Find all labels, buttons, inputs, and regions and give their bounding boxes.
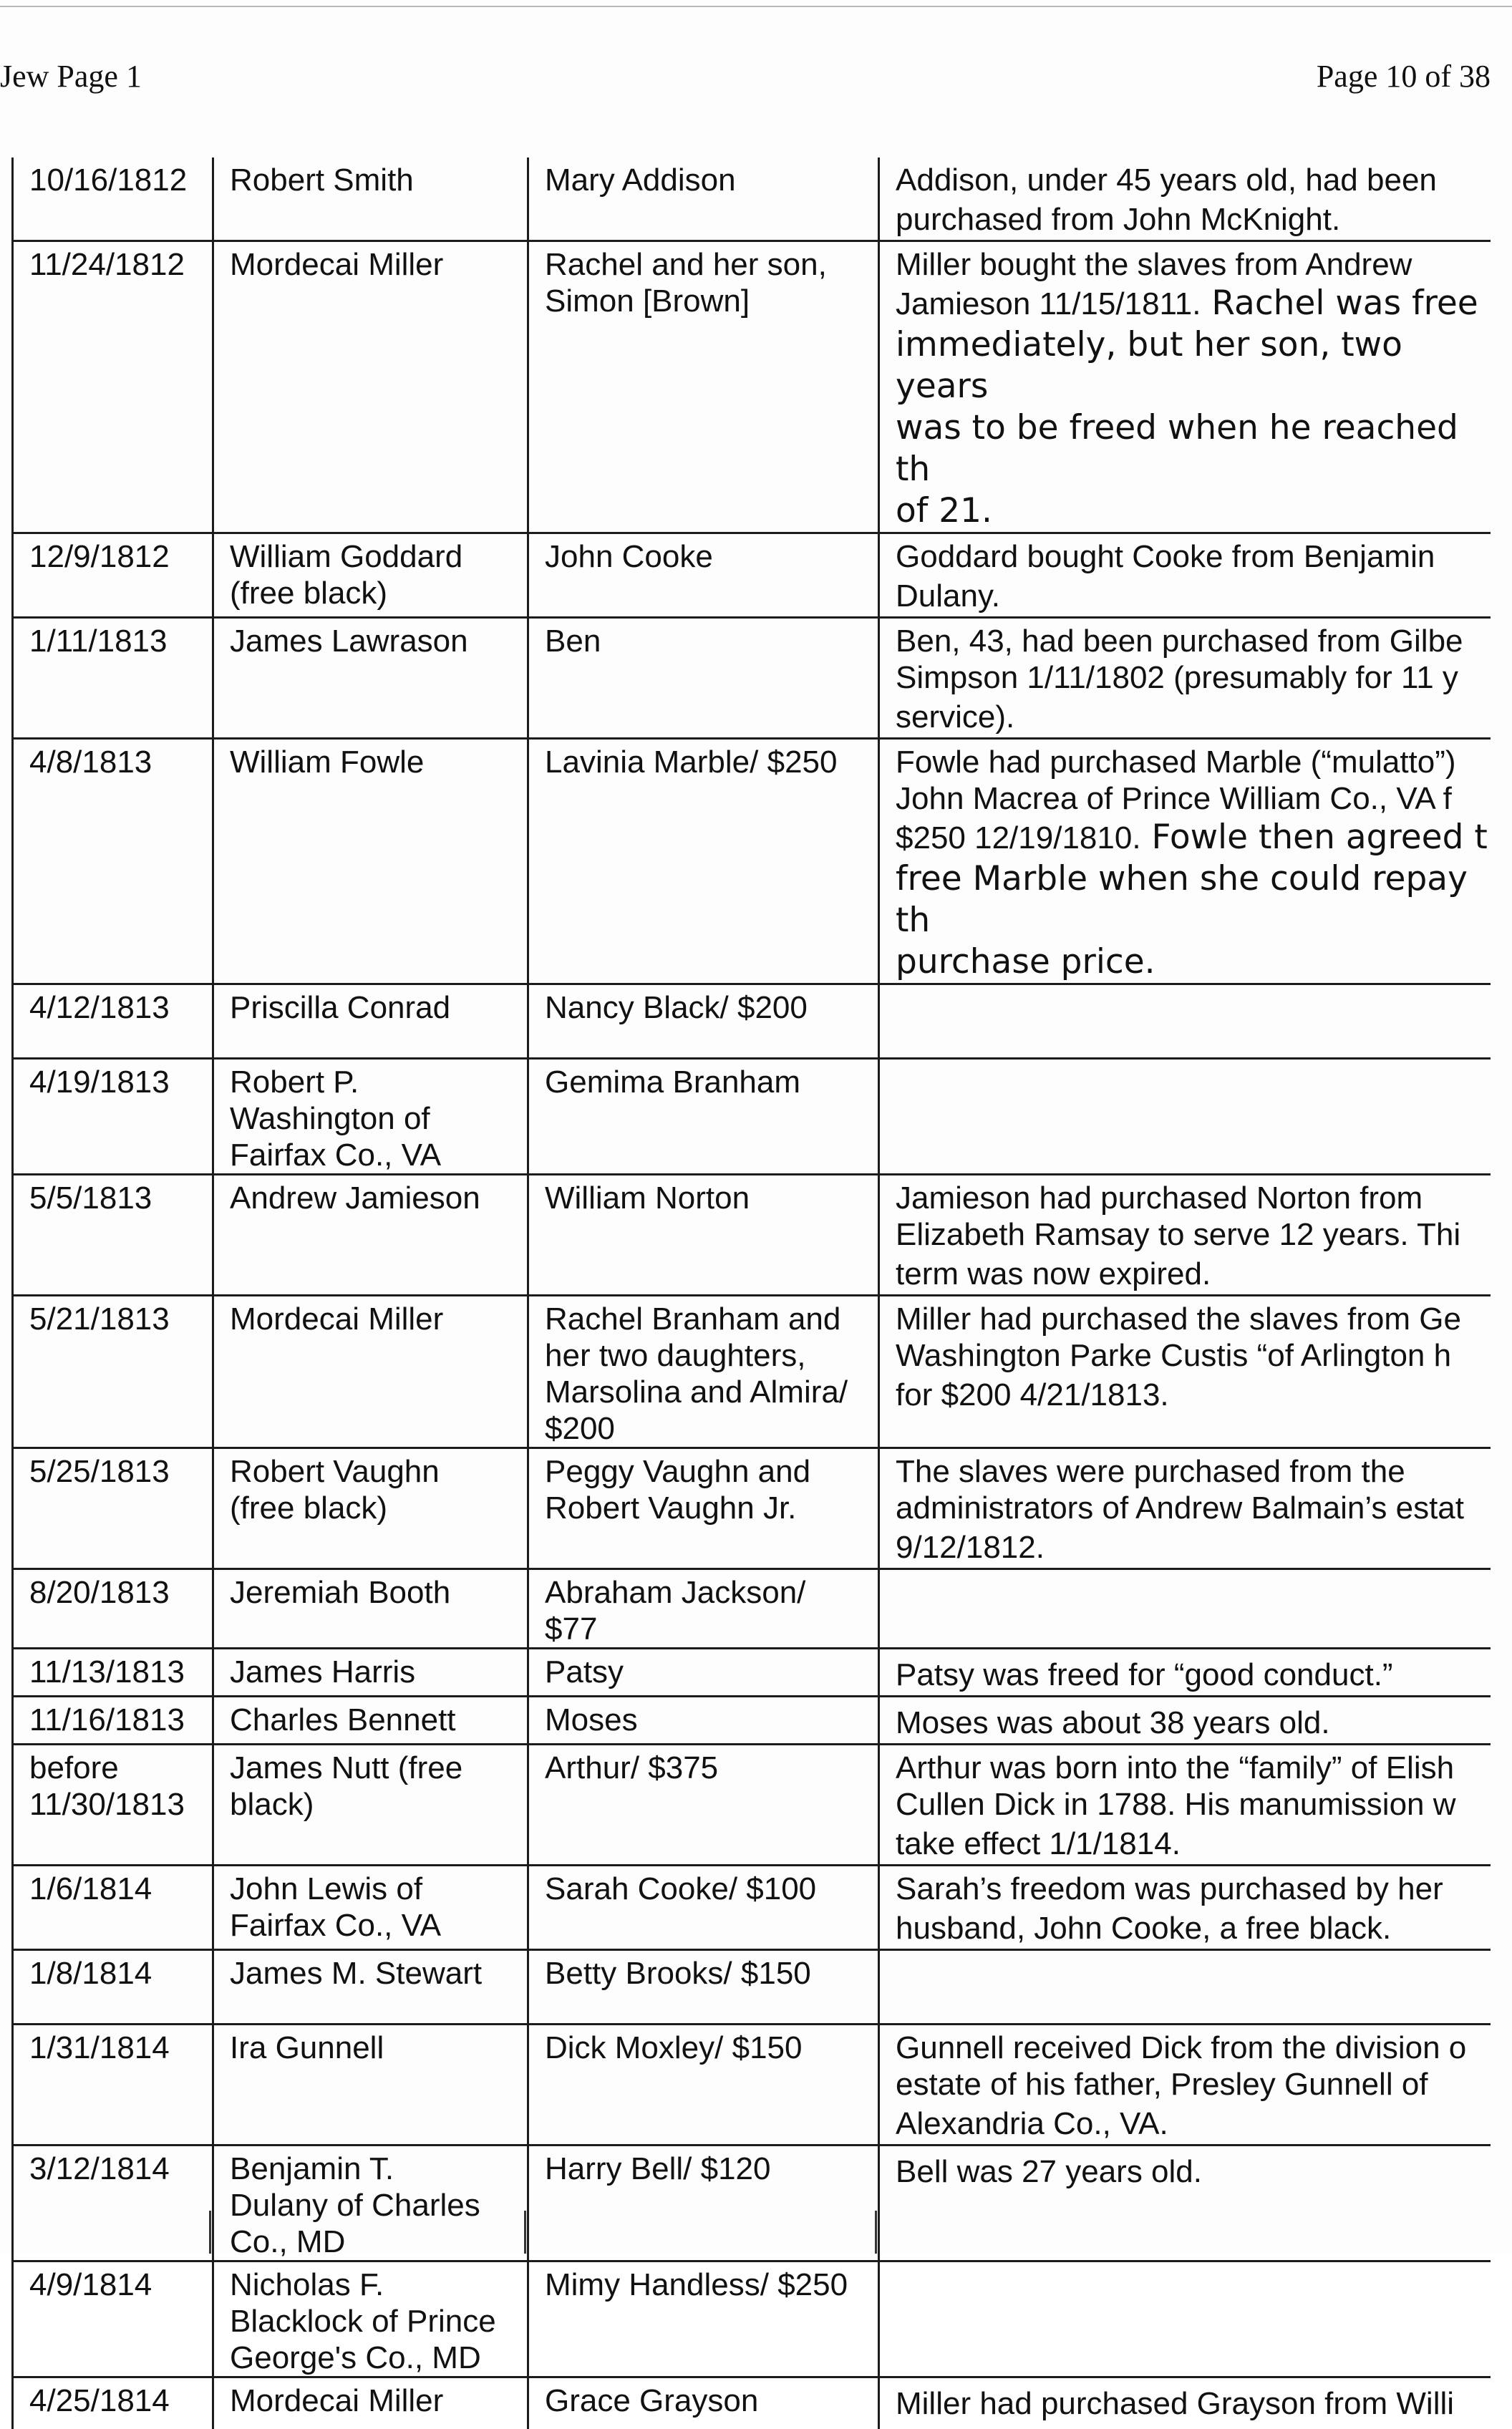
slave-cell: Mary Addison: [528, 157, 879, 241]
owner-cell: Mordecai Miller: [213, 2377, 528, 2429]
owner-cell: William Goddard (free black): [213, 533, 528, 618]
date-cell: 11/13/1813: [13, 1649, 213, 1697]
notes-cell: [879, 984, 1491, 1059]
notes-cell: [879, 1649, 1491, 1697]
owner-cell: Robert P. Washington of Fairfax Co., VA: [213, 1059, 528, 1175]
notes-cell: [879, 618, 1491, 739]
table-row: [13, 1745, 1491, 1866]
owner-cell: Andrew Jamieson: [213, 1175, 528, 1296]
table-row: [13, 2261, 1491, 2377]
notes-text: Patsy was freed for “good conduct.”: [896, 1657, 1393, 1692]
slave-cell: Patsy: [528, 1649, 879, 1697]
table-row: [13, 739, 1491, 984]
date-cell: 3/12/1814: [13, 2146, 213, 2261]
slave-cell: Abraham Jackson/ $77: [528, 1569, 879, 1649]
slave-cell: Arthur/ $375: [528, 1745, 879, 1866]
table-row: [13, 1448, 1491, 1569]
owner-cell: James Lawrason: [213, 618, 528, 739]
owner-cell: Benjamin T. Dulany of Charles Co., MD: [213, 2146, 528, 2261]
column-rule: [209, 2211, 211, 2254]
owner-cell: Ira Gunnell: [213, 2025, 528, 2146]
notes-cell: [879, 2377, 1491, 2429]
slave-cell: Rachel and her son, Simon [Brown]: [528, 241, 879, 533]
owner-cell: James M. Stewart: [213, 1950, 528, 2025]
slave-cell: John Cooke: [528, 533, 879, 618]
date-cell: 4/9/1814: [13, 2261, 213, 2377]
date-cell: 5/5/1813: [13, 1175, 213, 1296]
owner-cell: Mordecai Miller: [213, 1296, 528, 1448]
table-row: [13, 1950, 1491, 2025]
owner-cell: Robert Vaughn (free black): [213, 1448, 528, 1569]
date-cell: 4/8/1813: [13, 739, 213, 984]
owner-cell: Robert Smith: [213, 157, 528, 241]
notes-text: Moses was about 38 years old.: [896, 1705, 1330, 1740]
notes-cell: [879, 1448, 1491, 1569]
date-cell: 11/24/1812: [13, 241, 213, 533]
slave-cell: Sarah Cooke/ $100: [528, 1866, 879, 1950]
date-cell: 4/25/1814: [13, 2377, 213, 2429]
table-body: [13, 157, 1491, 2429]
table-row: [13, 2146, 1491, 2261]
notes-cell: [879, 1059, 1491, 1175]
notes-cell: [879, 2146, 1491, 2261]
page-title: Jew Page 1: [0, 59, 142, 94]
notes-text: Ben, 43, had been purchased from Gilbe Simpson 1/11/1802 (presumably for 11 y service).: [896, 624, 1463, 734]
date-cell: before 11/30/1813: [13, 1745, 213, 1866]
owner-cell: Nicholas F. Blacklock of Prince George's Co., MD: [213, 2261, 528, 2377]
notes-text-continued: Fowle then agreed t free Marble when she could repay th purchase price.: [896, 818, 1488, 981]
table-row: [13, 2377, 1491, 2429]
slave-cell: Peggy Vaughn and Robert Vaughn Jr.: [528, 1448, 879, 1569]
slave-cell: Harry Bell/ $120: [528, 2146, 879, 2261]
notes-text: Miller bought the slaves from Andrew Jamieson 11/15/1811.: [896, 247, 1412, 321]
slave-cell: Grace Grayson: [528, 2377, 879, 2429]
date-cell: 8/20/1813: [13, 1569, 213, 1649]
date-cell: 4/12/1813: [13, 984, 213, 1059]
slave-cell: Moses: [528, 1697, 879, 1745]
notes-cell: [879, 157, 1491, 241]
table-row: [13, 1649, 1491, 1697]
owner-cell: Charles Bennett: [213, 1697, 528, 1745]
notes-text: Jamieson had purchased Norton from Elizabeth Ramsay to serve 12 years. Thi term was now expired.: [896, 1180, 1461, 1291]
table-row: [13, 1296, 1491, 1448]
date-cell: 10/16/1812: [13, 157, 213, 241]
page-number: Page 10 of 38: [1316, 59, 1491, 94]
table-row: [13, 241, 1491, 533]
slave-cell: Rachel Branham and her two daughters, Marsolina and Almira/ $200: [528, 1296, 879, 1448]
column-rule: [524, 2211, 526, 2254]
notes-cell: [879, 2261, 1491, 2377]
table-row: [13, 984, 1491, 1059]
notes-cell: [879, 1745, 1491, 1866]
notes-cell: [879, 1866, 1491, 1950]
notes-text: Bell was 27 years old.: [896, 2154, 1202, 2189]
slave-cell: William Norton: [528, 1175, 879, 1296]
top-rule: [0, 6, 1512, 7]
notes-text-continued: Rachel was free immediately, but her son, two years was to be freed when he reached th of 21.: [896, 283, 1478, 530]
date-cell: 5/21/1813: [13, 1296, 213, 1448]
manumission-table: [11, 157, 1491, 2429]
table-row: [13, 533, 1491, 618]
notes-cell: [879, 1175, 1491, 1296]
notes-text: Miller had purchased Grayson from Willi: [896, 2386, 1455, 2421]
notes-text: Fowle had purchased Marble (“mulatto”) John Macrea of Prince William Co., VA f $250 12/19/1810.: [896, 745, 1456, 855]
notes-text: Sarah’s freedom was purchased by her husband, John Cooke, a free black.: [896, 1871, 1443, 1946]
notes-cell: [879, 1296, 1491, 1448]
notes-cell: [879, 533, 1491, 618]
date-cell: 11/16/1813: [13, 1697, 213, 1745]
date-cell: 4/19/1813: [13, 1059, 213, 1175]
slave-cell: Ben: [528, 618, 879, 739]
owner-cell: Jeremiah Booth: [213, 1569, 528, 1649]
notes-cell: [879, 2025, 1491, 2146]
notes-text: The slaves were purchased from the administrators of Andrew Balmain’s estat 9/12/1812.: [896, 1454, 1464, 1565]
owner-cell: John Lewis of Fairfax Co., VA: [213, 1866, 528, 1950]
column-rule: [875, 2211, 877, 2254]
table-row: [13, 1175, 1491, 1296]
table-row: [13, 1059, 1491, 1175]
owner-cell: James Nutt (free black): [213, 1745, 528, 1866]
table-row: [13, 2025, 1491, 2146]
notes-text: Addison, under 45 years old, had been purchased from John McKnight.: [896, 163, 1437, 237]
table-row: [13, 618, 1491, 739]
notes-cell: [879, 1950, 1491, 2025]
date-cell: 1/6/1814: [13, 1866, 213, 1950]
date-cell: 5/25/1813: [13, 1448, 213, 1569]
notes-cell: [879, 1569, 1491, 1649]
date-cell: 12/9/1812: [13, 533, 213, 618]
notes-text: Gunnell received Dick from the division o estate of his father, Presley Gunnell of Alexandria Co., VA.: [896, 2030, 1467, 2141]
owner-cell: James Harris: [213, 1649, 528, 1697]
table-row: [13, 1697, 1491, 1745]
date-cell: 1/8/1814: [13, 1950, 213, 2025]
owner-cell: Priscilla Conrad: [213, 984, 528, 1059]
notes-text: Miller had purchased the slaves from Ge Washington Parke Custis “of Arlington h for $200 4/21/1813.: [896, 1301, 1461, 1412]
notes-cell: [879, 241, 1491, 533]
date-cell: 1/11/1813: [13, 618, 213, 739]
slave-cell: Mimy Handless/ $250: [528, 2261, 879, 2377]
slave-cell: Dick Moxley/ $150: [528, 2025, 879, 2146]
notes-text: Goddard bought Cooke from Benjamin Dulany.: [896, 539, 1435, 614]
notes-cell: [879, 1697, 1491, 1745]
owner-cell: Mordecai Miller: [213, 241, 528, 533]
slave-cell: Gemima Branham: [528, 1059, 879, 1175]
table-row: [13, 1866, 1491, 1950]
table-row: [13, 1569, 1491, 1649]
date-cell: 1/31/1814: [13, 2025, 213, 2146]
owner-cell: William Fowle: [213, 739, 528, 984]
slave-cell: Nancy Black/ $200: [528, 984, 879, 1059]
table-row: [13, 157, 1491, 241]
slave-cell: Lavinia Marble/ $250: [528, 739, 879, 984]
slave-cell: Betty Brooks/ $150: [528, 1950, 879, 2025]
notes-text: Arthur was born into the “family” of Elish Cullen Dick in 1788. His manumission w take effect 1/1/1814.: [896, 1750, 1456, 1861]
notes-cell: [879, 739, 1491, 984]
